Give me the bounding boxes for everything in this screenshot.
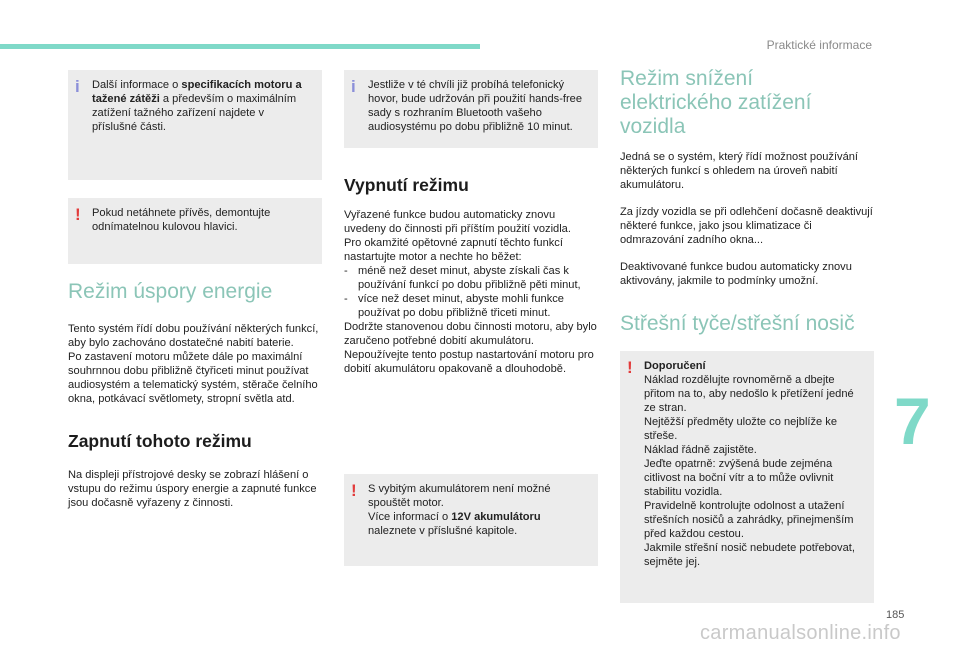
deactivation-paragraph-1: Vyřazené funkce budou automaticky znovu uvedeny do činnosti při příštím použití vozidla. (344, 209, 571, 235)
warning-icon: ! (351, 481, 357, 500)
deactivation-paragraph-2: Pro okamžité opětovné zapnutí těchto funkcí nastartujte motor a nechte ho běžet: (344, 237, 563, 263)
list-item: Náklad řádně zajistěte. (644, 444, 757, 456)
info-box-text: Další informace o specifikacích motoru a tažené zátěži a především o maximálním zatížení tažného zařízení najdete v příslušné části. (92, 79, 302, 133)
info-box-phone-call (344, 70, 598, 148)
list-item: Nejtěžší předměty uložte co nejblíže ke střeše. (644, 416, 838, 442)
section-title-activation: Zapnutí tohoto režimu (68, 431, 252, 451)
section-title-deactivation: Vypnutí režimu (344, 175, 469, 195)
list-item: - méně než deset minut, abyste získali čas k používání funkcí po dobu přibližně pěti minut, (344, 265, 581, 291)
activation-paragraph: Na displeji přístrojové desky se zobrazí hlášení o vstupu do režimu úspory energie a zapnuté funkce jsou dočasně vyřazeny z činnosti. (68, 469, 317, 509)
info-box-text: Jestliže v té chvíli již probíhá telefonický hovor, bude udržován při použití hands-free sady s rozhraním Bluetooth vašeho audiosystému po dobu přibližně 10 minut. (368, 79, 582, 133)
info-box-specs (68, 70, 322, 180)
warning-box-title: Doporučení (644, 360, 706, 372)
load-reduction-paragraph-1: Jedná se o systém, který řídí možnost používání některých funkcí s ohledem na úroveň nabití akumulátoru. (620, 151, 859, 191)
warning-icon: ! (75, 205, 81, 224)
column-left (68, 70, 322, 510)
warning-box-towball (68, 198, 322, 264)
header-accent-bar (0, 44, 480, 49)
deactivation-paragraph-4: Nepoužívejte tento postup nastartování motoru pro dobití akumulátoru opakovaně a dlouhodobě. (344, 349, 594, 375)
warning-icon: ! (627, 358, 633, 377)
column-right (620, 67, 874, 568)
section-title-roof-bars: Střešní tyče/střešní nosič (620, 312, 855, 335)
info-icon: i (75, 77, 80, 96)
load-reduction-paragraph-3: Deaktivované funkce budou automaticky znovu aktivovány, jakmile to podmínky umožní. (620, 261, 852, 287)
warning-box-battery (344, 474, 598, 566)
list-item: Náklad rozdělujte rovnoměrně a dbejte přitom na to, aby nedošlo k přetížení jedné ze stran. (644, 374, 854, 414)
warning-box-line-1: S vybitým akumulátorem není možné spouštět motor. (368, 483, 551, 509)
list-item: Jakmile střešní nosič nebudete potřebovat, sejměte jej. (644, 542, 855, 568)
warning-box-recommendations (620, 351, 874, 603)
running-header: Praktické informace (766, 38, 872, 52)
deactivation-paragraph-3: Dodržte stanovenou dobu činnosti motoru, aby bylo zaručeno potřebné dobití akumulátoru. (344, 321, 597, 347)
list-item: - více než deset minut, abyste mohli funkce používat po dobu přibližně třiceti minut. (344, 293, 564, 319)
list-item: Pravidelně kontrolujte odolnost a utažení střešních nosičů a zahrádky, přinejmenším před každou cestou. (644, 500, 854, 540)
load-reduction-paragraph-2: Za jízdy vozidla se při odlehčení dočasně deaktivují některé funkce, jako jsou klimatizace či odmrazování zadního okna... (620, 206, 873, 246)
section-title-load-reduction: Režim snížení elektrického zatížení vozidla (620, 67, 812, 138)
list-item: Jeďte opatrně: zvýšená bude zejména citlivost na boční vítr a to může ovlivnit stabilitu vozidla. (644, 458, 834, 498)
page-number: 185 (886, 609, 905, 621)
chapter-number: 7 (894, 384, 931, 458)
info-icon: i (351, 77, 356, 96)
energy-saving-paragraph-2: Po zastavení motoru můžete dále po maximální souhrnnou dobu přibližně čtyřiceti minut používat audiosystém a telematický systém, stěrače čelního okna, potkávací světlomety, stropní světla atd. (68, 351, 318, 405)
energy-saving-paragraph-1: Tento systém řídí dobu používání některých funkcí, aby bylo zachováno dostatečné nabití baterie. (68, 323, 319, 349)
watermark: carmanualsonline.info (700, 622, 901, 644)
warning-box-text: Pokud netáhnete přívěs, demontujte odnímatelnou kulovou hlavici. (92, 207, 271, 233)
column-middle (344, 70, 598, 537)
warning-box-line-2: Více informací o 12V akumulátoru naleznete v příslušné kapitole. (368, 511, 541, 537)
section-title-energy-saving: Režim úspory energie (68, 280, 273, 303)
